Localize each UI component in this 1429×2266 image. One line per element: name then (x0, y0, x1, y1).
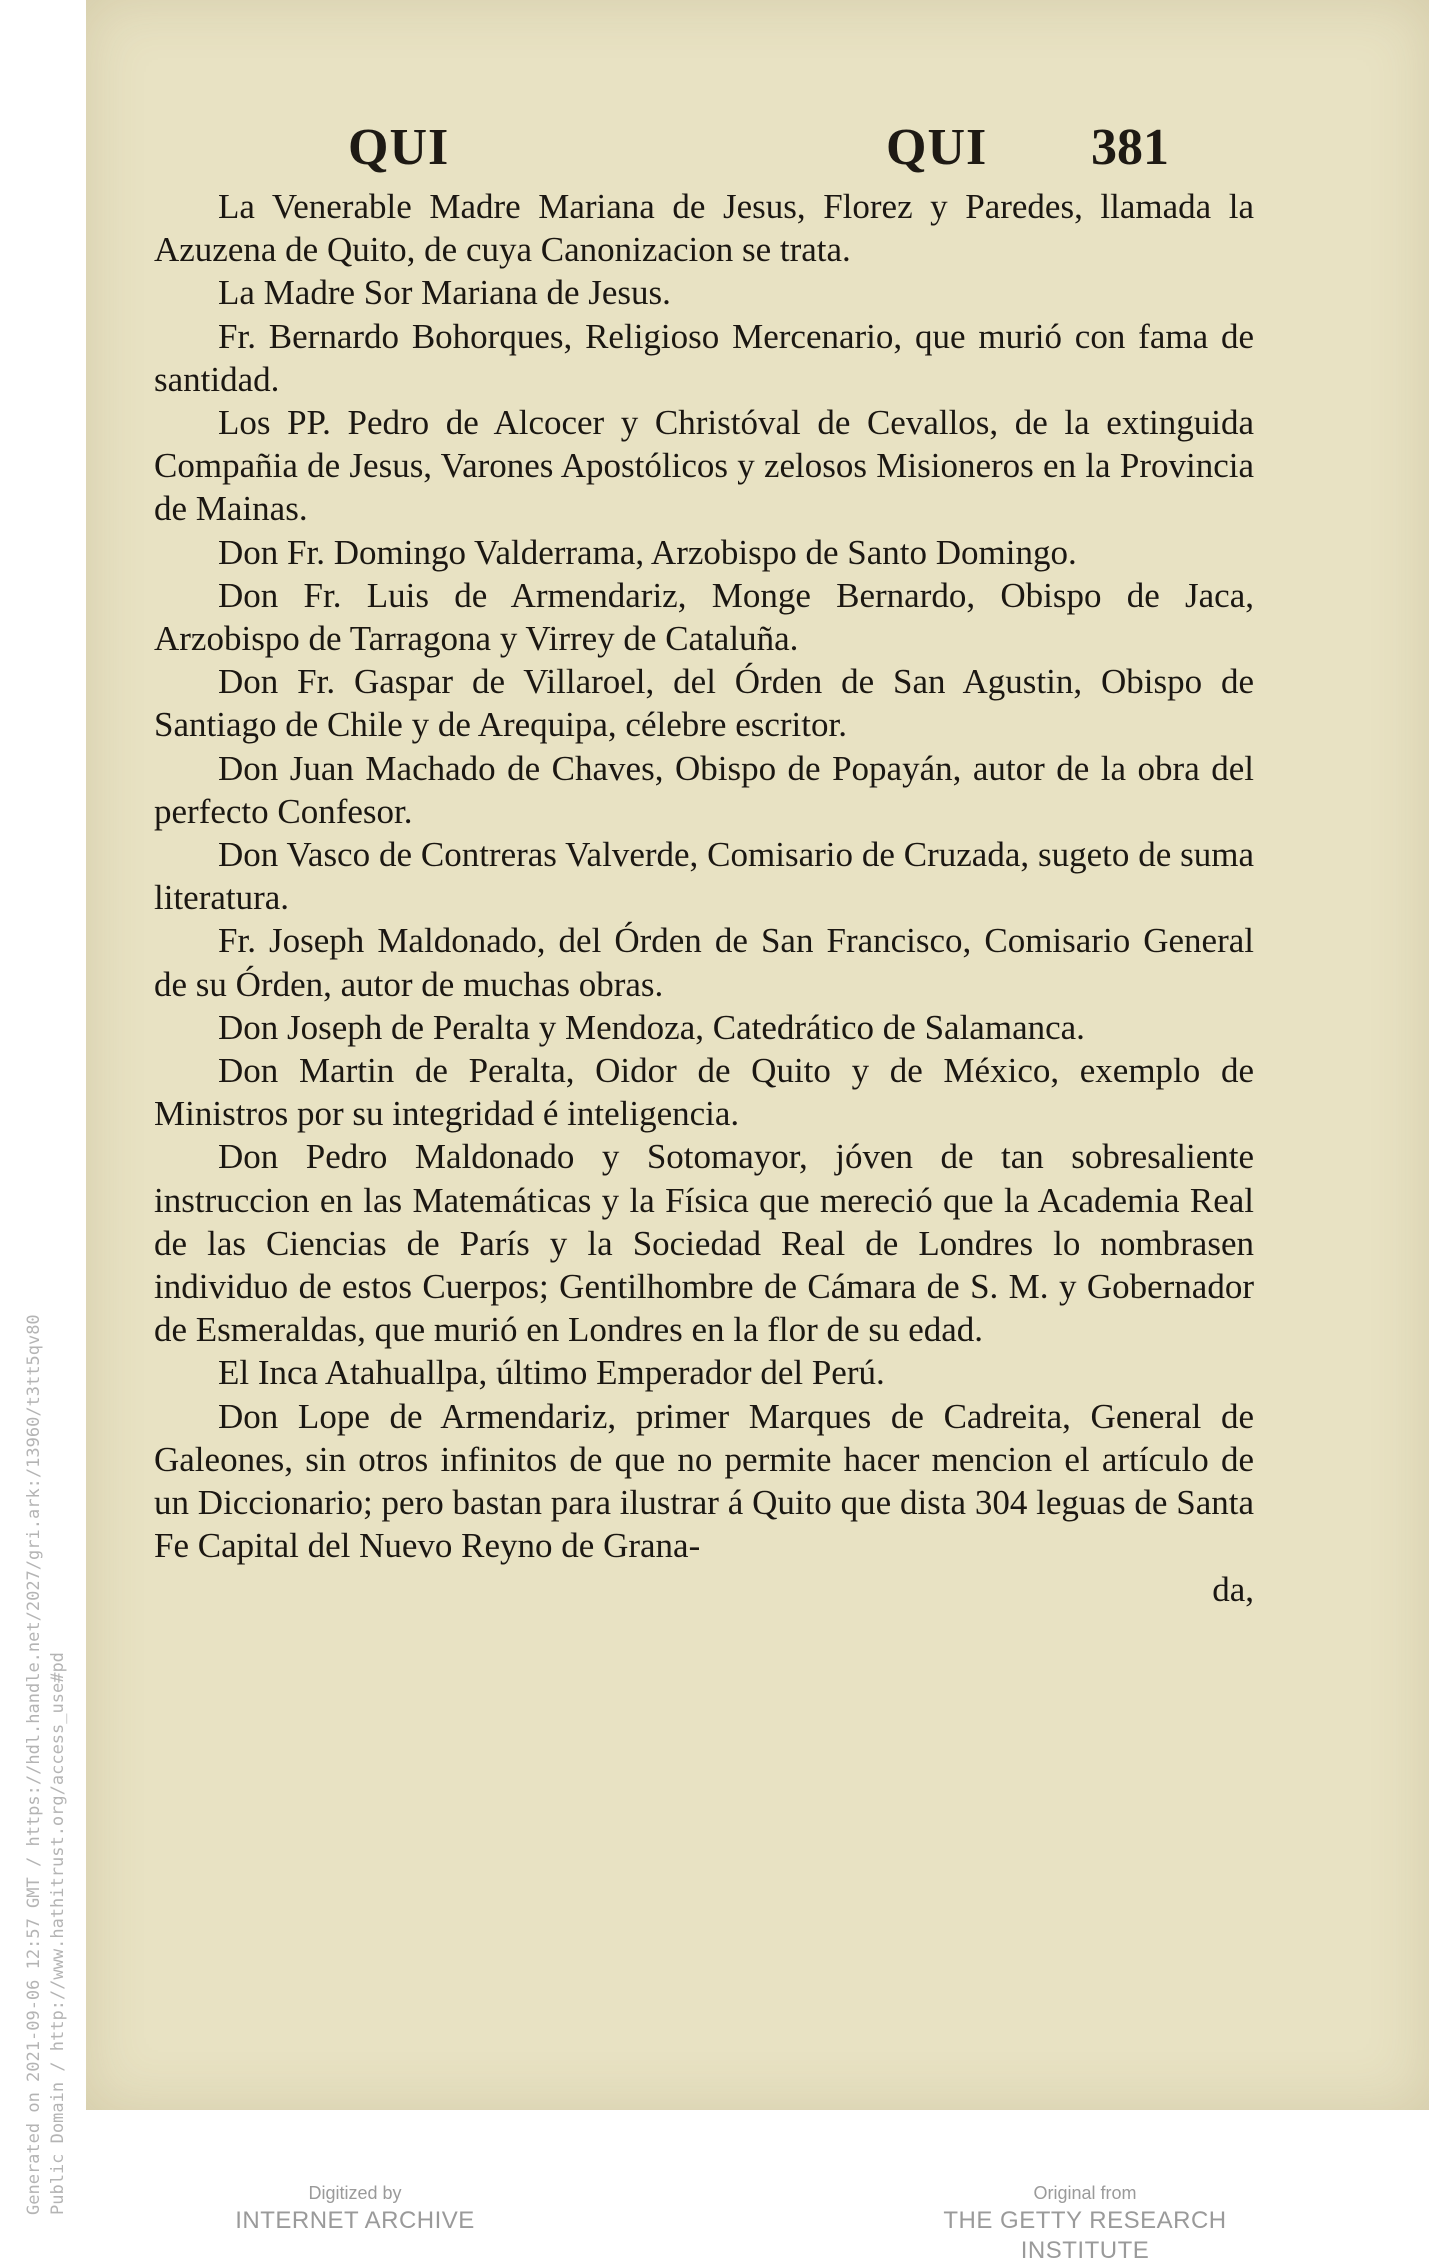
entry-paragraph: Don Fr. Luis de Armendariz, Monge Bernardo, Obispo de Jaca, Arzobispo de Tarragona y Virrey de Cataluña. (154, 575, 1254, 659)
entry-paragraph: Don Juan Machado de Chaves, Obispo de Popayán, autor de la obra del perfecto Confesor. (154, 748, 1254, 831)
footer-internet-archive: INTERNET ARCHIVE (235, 2207, 475, 2234)
entry-paragraph: Don Fr. Gaspar de Villaroel, del Órden de San Agustin, Obispo de Santiago de Chile y de Arequipa, célebre escritor. (154, 662, 1254, 745)
scanned-page (86, 0, 1429, 2110)
entry-paragraph: La Venerable Madre Mariana de Jesus, Florez y Paredes, llamada la Azuzena de Quito, de cuya Canonizacion se trata. (154, 187, 1254, 270)
entry-paragraph: La Madre Sor Mariana de Jesus. (218, 273, 671, 313)
hathitrust-watermark (22, 1314, 70, 2215)
catchword: da, (1212, 1569, 1254, 1609)
entry-paragraph: Fr. Joseph Maldonado, del Órden de San Francisco, Comisario General de su Órden, autor de muchas obras. (154, 921, 1254, 1004)
watermark-line-generated: Generated on 2021-09-06 12:57 GMT / https://hdl.handle.net/2027/gri.ark:/13960/t3tt5qv80 (24, 1314, 44, 2215)
entry-paragraph: Fr. Bernardo Bohorques, Religioso Mercenario, que murió con fama de santidad. (154, 316, 1254, 399)
entry-paragraph: El Inca Atahuallpa, último Emperador del Perú. (218, 1353, 885, 1393)
entry-paragraph: Don Vasco de Contreras Valverde, Comisario de Cruzada, sugeto de suma literatura. (154, 835, 1254, 918)
running-head (86, 118, 1429, 188)
entry-paragraph: Don Fr. Domingo Valderrama, Arzobispo de Santo Domingo. (218, 532, 1077, 572)
entry-paragraph: Don Pedro Maldonado y Sotomayor, jóven de tan sobresaliente instruccion en las Matemáticas y la Física que mereció que la Academia Real de las Ciencias de París y la Sociedad Real de Londres lo nombrasen individuo de estos Cuerpos; Gentilhombre de Cámara de S. M. y Gobernador de Esmeraldas, que murió en Londres en la flor de su edad. (154, 1137, 1254, 1350)
entry-paragraph: Don Lope de Armendariz, primer Marques de Cadreita, General de Galeones, sin otros infinitos de que no permite hacer mencion el artículo de un Diccionario; pero bastan para ilustrar á Quito que dista 304 leguas de Santa Fe Capital del Nuevo Reyno de Grana- (154, 1396, 1254, 1566)
footer-getty-institute: THE GETTY RESEARCH INSTITUTE (943, 2207, 1227, 2264)
watermark-line-license: Public Domain / http://www.hathitrust.org/access_use#pd (48, 1652, 68, 2215)
entry-paragraph: Don Joseph de Peralta y Mendoza, Catedrático de Salamanca. (218, 1007, 1085, 1047)
footer-original-label: Original from (1033, 2183, 1137, 2203)
footer-original-from (885, 2180, 1285, 2266)
entry-paragraph: Los PP. Pedro de Alcocer y Christóval de Cevallos, de la extinguida Compañia de Jesus, Varones Apostólicos y zelosos Misioneros en la Provincia de Mainas. (154, 403, 1254, 529)
running-head-center: QUI (886, 119, 988, 176)
entry-paragraph: Don Martin de Peralta, Oidor de Quito y de México, exemplo de Ministros por su integridad é inteligencia. (154, 1051, 1254, 1134)
page-number: 381 (1091, 119, 1169, 176)
footer-digitized-label: Digitized by (308, 2183, 402, 2203)
body-text (154, 185, 1254, 1611)
running-head-left: QUI (348, 119, 450, 176)
footer-digitized-by (175, 2180, 535, 2236)
